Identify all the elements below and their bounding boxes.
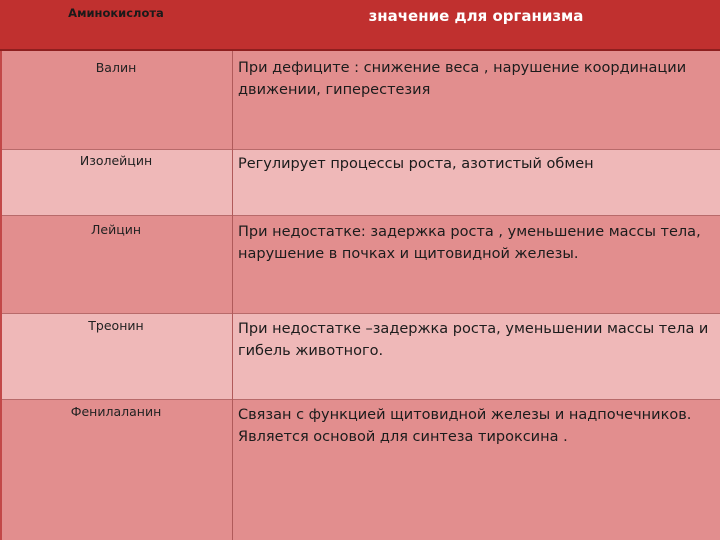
amino-acid-description: Регулирует процессы роста, азотистый обмен <box>238 156 594 172</box>
header-significance: значение для организма <box>368 7 584 25</box>
amino-acid-description: Связан с функцией щитовидной железы и надпочечников. Является основой для синтеза тироксина . <box>238 407 692 445</box>
table-row <box>0 51 720 150</box>
table-left-border <box>0 51 2 540</box>
amino-acid-description: При дефиците : снижение веса , нарушение координации движении, гиперестезия <box>238 60 687 98</box>
amino-acid-description: При недостатке –задержка роста, уменьшении массы тела и гибель животного. <box>238 321 709 359</box>
table-header-row <box>0 0 720 51</box>
table-row <box>0 150 720 216</box>
header-amino-acid: Аминокислота <box>68 6 164 20</box>
table-row <box>0 216 720 314</box>
amino-acid-name: Треонин <box>88 318 144 333</box>
amino-acid-name: Валин <box>95 60 137 75</box>
amino-acid-name: Изолейцин <box>79 153 153 168</box>
amino-acid-description: При недостатке: задержка роста , уменьшение массы тела, нарушение в почках и щитовидной железы. <box>238 224 701 262</box>
amino-acid-name: Лейцин <box>90 222 142 237</box>
column-divider <box>232 51 233 540</box>
table-row <box>0 314 720 400</box>
amino-acid-name: Фенилаланин <box>70 404 162 419</box>
table-row <box>0 400 720 540</box>
